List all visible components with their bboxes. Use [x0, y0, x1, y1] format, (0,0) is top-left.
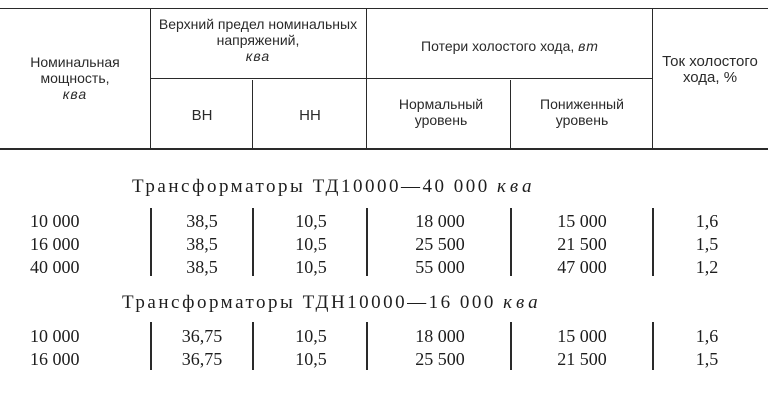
header-nn: НН — [299, 107, 321, 124]
header-power-unit: ква — [62, 86, 88, 102]
section-title-2-unit: ква — [503, 292, 542, 313]
header-power-label: Номинальная мощность, — [30, 54, 120, 86]
cell-loss-reduced: 21 500 — [557, 349, 607, 369]
cell-vn: 38,5 — [186, 211, 218, 231]
header-losses-unit: вт — [578, 38, 599, 54]
cell-power: 10 000 — [30, 326, 80, 346]
section-title-1-unit: ква — [496, 176, 536, 197]
body-vline-2b — [252, 322, 254, 370]
cell-nn: 10,5 — [295, 234, 327, 254]
header-voltage — [158, 16, 358, 64]
cell-current: 1,6 — [695, 326, 719, 346]
cell-loss-normal: 18 000 — [415, 211, 465, 231]
cell-nn: 10,5 — [295, 349, 327, 369]
cell-vn: 38,5 — [186, 257, 218, 277]
cell-current: 1,5 — [695, 349, 719, 369]
cell-loss-normal: 18 000 — [415, 326, 465, 346]
cell-nn: 10,5 — [295, 211, 327, 231]
cell-loss-reduced: 47 000 — [557, 257, 607, 277]
header-vline-2 — [252, 80, 253, 148]
header-vline-5 — [652, 8, 653, 148]
header-losses-label: Потери холостого хода, — [421, 38, 575, 54]
cell-current: 1,5 — [695, 234, 719, 254]
cell-vn: 36,75 — [181, 349, 223, 369]
section-title-1 — [132, 176, 535, 198]
header-vn: ВН — [191, 107, 213, 124]
section-title-2 — [122, 292, 542, 314]
cell-loss-normal: 25 500 — [415, 349, 465, 369]
header-bottom-rule — [0, 148, 768, 150]
cell-loss-reduced: 21 500 — [557, 234, 607, 254]
header-normal: Нормальный уровень — [398, 96, 484, 128]
cell-vn: 36,75 — [181, 326, 223, 346]
cell-loss-normal: 55 000 — [415, 257, 465, 277]
cell-current: 1,2 — [695, 257, 719, 277]
header-reduced: Пониженный уровень — [540, 96, 624, 128]
cell-loss-reduced: 15 000 — [557, 326, 607, 346]
cell-power: 40 000 — [30, 257, 80, 277]
body-vline-2a — [252, 208, 254, 276]
header-voltage-unit: ква — [245, 48, 271, 64]
cell-loss-normal: 25 500 — [415, 234, 465, 254]
header-losses — [368, 38, 652, 54]
body-vline-3b — [366, 322, 368, 370]
header-power — [4, 54, 146, 102]
cell-loss-reduced: 15 000 — [557, 211, 607, 231]
section-title-2-text: Трансформаторы ТДН10000—16 000 — [122, 292, 496, 313]
cell-vn: 38,5 — [186, 234, 218, 254]
header-subrule — [150, 78, 652, 79]
cell-power: 16 000 — [30, 349, 80, 369]
header-voltage-label: Верхний предел номинальных напряжений, — [158, 16, 358, 48]
cell-nn: 10,5 — [295, 326, 327, 346]
body-vline-3a — [366, 208, 368, 276]
cell-nn: 10,5 — [295, 257, 327, 277]
cell-power: 10 000 — [30, 211, 80, 231]
cell-current: 1,6 — [695, 211, 719, 231]
header-vline-4 — [510, 80, 511, 148]
section-title-1-text: Трансформаторы ТД10000—40 000 — [132, 176, 490, 197]
cell-power: 16 000 — [30, 234, 80, 254]
header-current: Ток холостого хода, % — [662, 53, 758, 86]
